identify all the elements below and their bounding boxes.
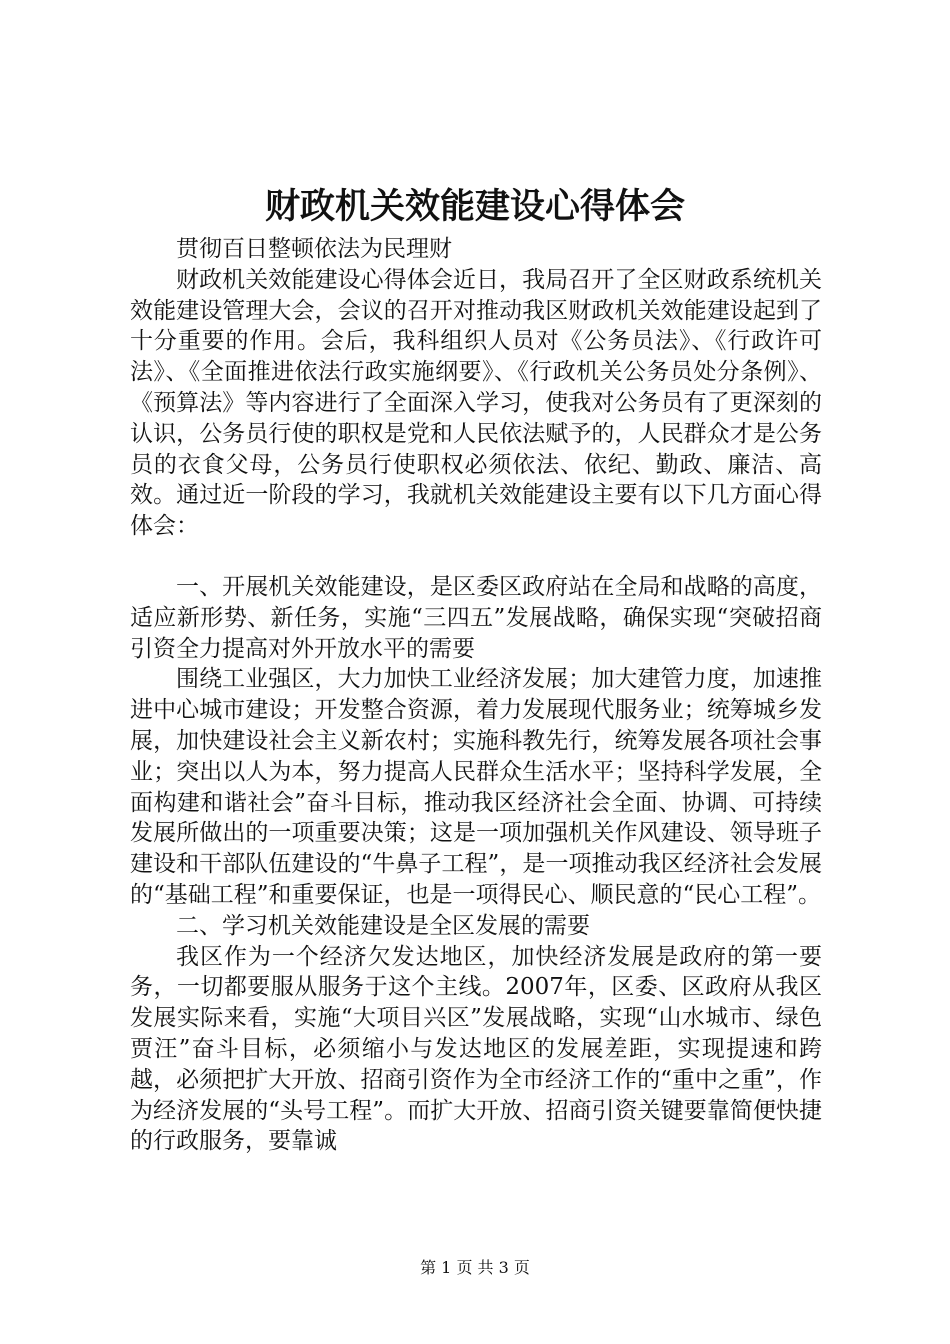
section-one-paragraph: 一、开展机关效能建设，是区委区政府站在全局和战略的高度，适应新形势、新任务，实施“三四五”发展战略，确保实现“突破招商引资全力提高对外开放水平的需要 <box>130 573 822 662</box>
section-two-paragraph: 我区作为一个经济欠发达地区，加快经济发展是政府的第一要务，一切都要服从服务于这个主线。2007年，区委、区政府从我区发展实际来看，实施“大项目兴区”发展战略，实现“山水城市、绿色贾汪”奋斗目标，必须缩小与发达地区的发展差距，实现提速和跨越，必须把扩大开放、招商引资作为全市经济工作的“重中之重”，作为经济发展的“头号工程”。而扩大开放、招商引资关键要靠简便快捷的行政服务，要靠诚 <box>130 943 822 1155</box>
subtitle-paragraph: 贯彻百日整顿依法为民理财 <box>176 236 452 262</box>
page-footer: 第 1 页 共 3 页 <box>420 1258 530 1277</box>
section-one-detail-paragraph: 围绕工业强区，大力加快工业经济发展；加大建管力度，加速推进中心城市建设；开发整合资源，着力发展现代服务业；统筹城乡发展，加快建设社会主义新农村；实施科教先行，统筹发展各项社会事业；突出以人为本，努力提高人民群众生活水平；坚持科学发展，全面构建和谐社会”奋斗目标，推动我区经济社会全面、协调、可持续发展所做出的一项重要决策；这是一项加强机关作风建设、领导班子建设和干部队伍建设的“牛鼻子工程”，是一项推动我区经济社会发展的“基础工程”和重要保证，也是一项得民心、顺民意的“民心工程”。 <box>130 666 822 908</box>
section-two-heading: 二、学习机关效能建设是全区发展的需要 <box>176 912 590 939</box>
document-body <box>130 234 822 1157</box>
page-title: 财政机关效能建设心得体会 <box>264 186 685 227</box>
intro-paragraph: 财政机关效能建设心得体会近日，我局召开了全区财政系统机关效能建设管理大会，会议的召开对推动我区财政机关效能建设起到了十分重要的作用。会后，我科组织人员对《公务员法》、《行政许可法》、《全面推进依法行政实施纲要》、《行政机关公务员处分条例》、《预算法》等内容进行了全面深入学习，使我对公务员有了更深刻的认识，公务员行使的职权是党和人民依法赋予的，人民群众才是公务员的衣食父母，公务员行使职权必须依法、依纪、勤政、廉洁、高效。通过近一阶段的学习，我就机关效能建设主要有以下几方面心得体会： <box>130 266 822 540</box>
